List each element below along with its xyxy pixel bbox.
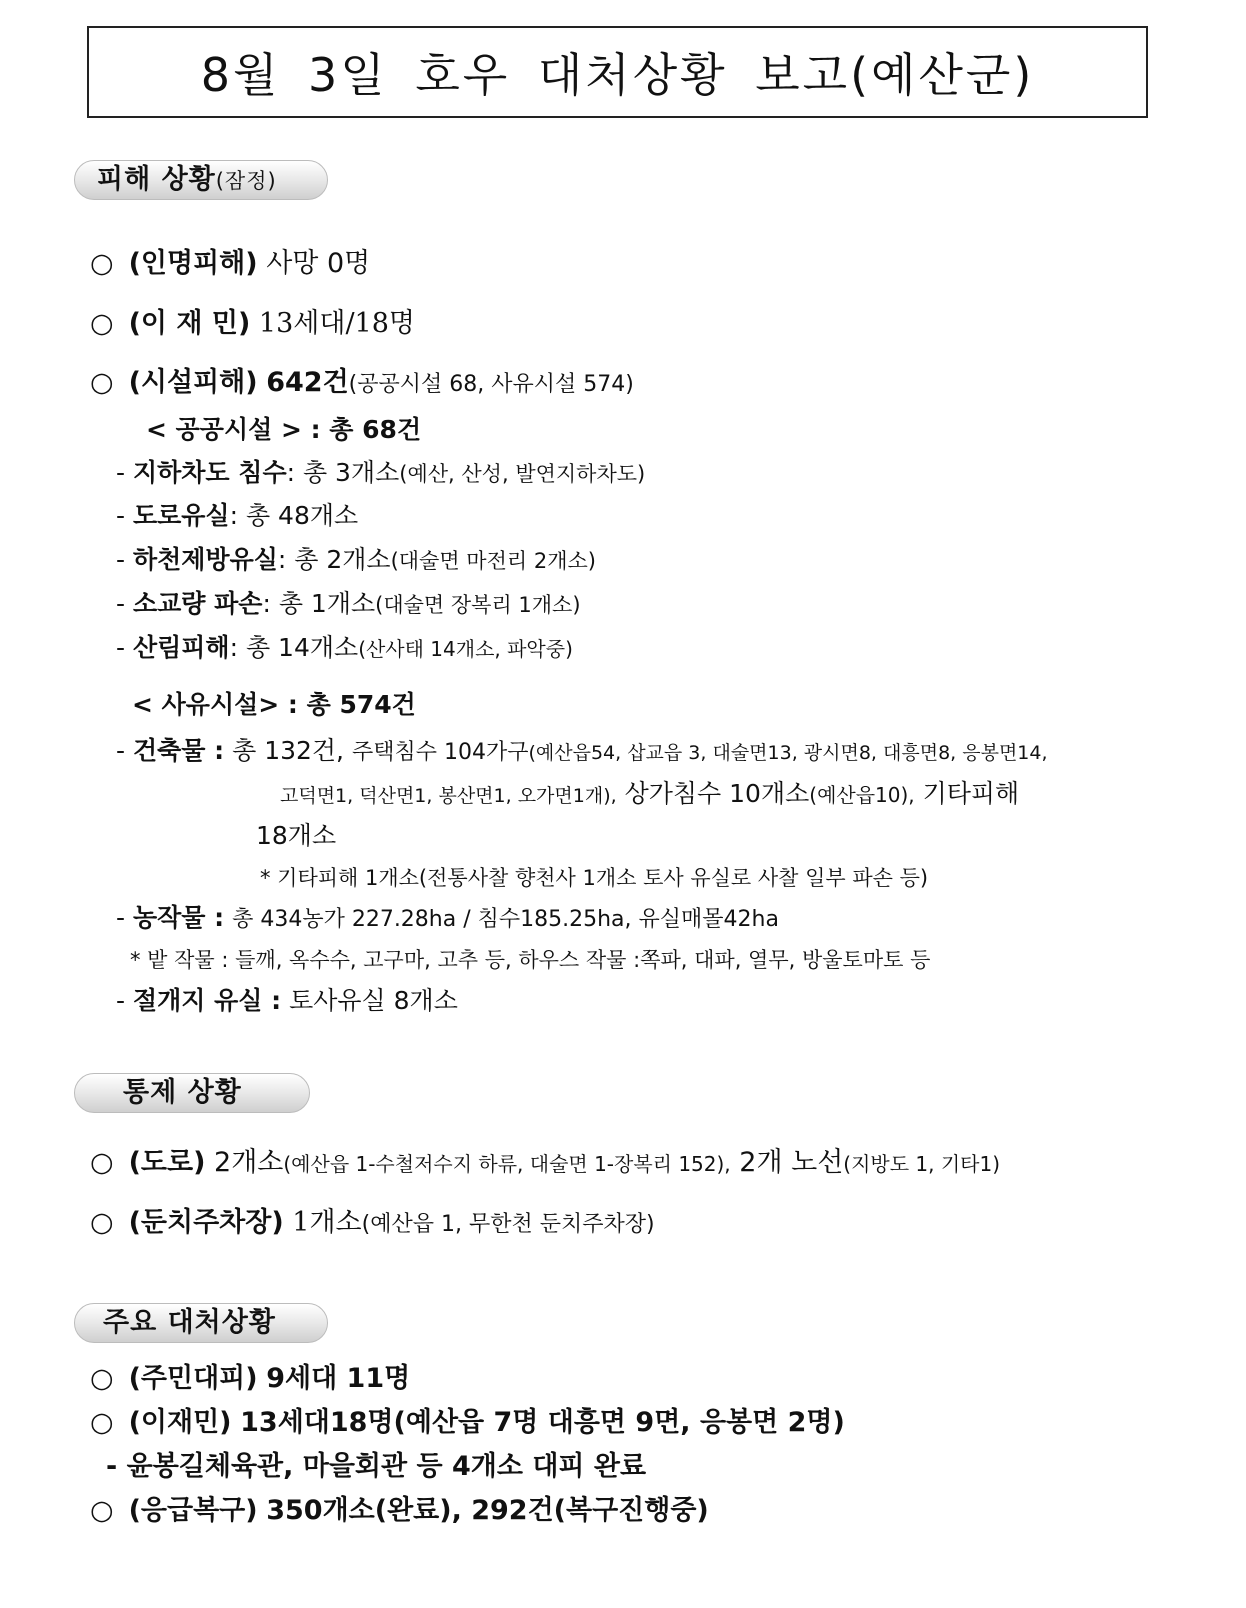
casualty-head: (인명피해) <box>128 248 258 279</box>
public-item-note: (대술면 마전리 2개소) <box>390 549 596 573</box>
buildings-note: * 기타피해 1개소(전통사찰 향천사 1개소 토사 유실로 사찰 일부 파손 등) <box>260 866 929 890</box>
buildings-line-1 <box>116 735 1048 767</box>
control-road-line <box>90 1146 1000 1180</box>
response-displaced-text: 13세대18명(예산읍 7명 대흥면 9면, 응봉면 2명) <box>240 1407 845 1438</box>
public-item-value: : 총 1개소 <box>262 589 376 618</box>
public-item-label: 지하차도 침수 <box>132 458 287 487</box>
response-shelter-line <box>106 1450 646 1484</box>
casualty-text: 사망 0명 <box>266 248 371 279</box>
dash: - <box>116 545 126 574</box>
response-recovery-head: (응급복구) <box>128 1495 258 1526</box>
dash: - <box>116 986 126 1015</box>
facility-detail: (공공시설 68, 사유시설 574) <box>348 372 634 397</box>
cut-slope-value: 토사유실 8개소 <box>289 986 458 1015</box>
public-item-label: 소교량 파손 <box>132 589 263 618</box>
buildings-label: 건축물 : <box>132 736 225 765</box>
dash: - <box>116 903 126 932</box>
buildings-houses-detail-2: 고덕면1, 덕산면1, 봉산면1, 오가면1개), <box>280 785 617 807</box>
private-facility-header: < 사유시설> : 총 574건 <box>132 690 416 719</box>
public-item <box>116 544 596 575</box>
buildings-line-3: 18개소 <box>256 821 337 850</box>
displaced-head: (이 재 민) <box>128 308 251 339</box>
cut-slope-line <box>116 985 458 1016</box>
casualty-line <box>90 247 370 281</box>
displaced-text: 13세대/18명 <box>258 308 415 339</box>
facility-line <box>90 366 634 400</box>
control-parking-count: 1개소 <box>292 1207 362 1238</box>
section-damage-header <box>74 160 328 200</box>
public-item <box>116 632 573 663</box>
page-title: 8월 3일 호우 대처상황 보고(예산군) <box>87 26 1148 118</box>
dash: - <box>116 736 126 765</box>
public-item <box>116 588 581 619</box>
response-recovery-text: 350개소(완료), 292건(복구진행중) <box>266 1495 709 1526</box>
dash: - <box>106 1451 118 1482</box>
response-evac-line <box>90 1362 410 1396</box>
bullet-circle: ○ <box>90 367 114 398</box>
bullet-circle: ○ <box>90 1207 114 1238</box>
buildings-houses: 주택침수 104가구 <box>351 740 529 765</box>
response-evac-head: (주민대피) <box>128 1363 258 1394</box>
crops-value: 총 434농가 227.28ha / 침수185.25ha, 유실매몰42ha <box>232 907 779 932</box>
section-response-label: 주요 대처상황 <box>103 1307 276 1338</box>
bullet-circle: ○ <box>90 308 114 339</box>
public-item <box>116 500 358 531</box>
public-facility-header: < 공공시설 > : 총 68건 <box>146 415 422 444</box>
public-item-value: : 총 14개소 <box>229 633 359 662</box>
public-item-note: (예산, 산성, 발연지하차도) <box>399 462 646 486</box>
facility-count: 642건 <box>266 367 349 398</box>
response-displaced-line <box>90 1406 845 1440</box>
section-response-header <box>74 1303 328 1343</box>
section-control-label: 통제 상황 <box>123 1077 242 1108</box>
dash: - <box>116 458 126 487</box>
crops-note: * 밭 작물 : 들깨, 옥수수, 고구마, 고추 등, 하우스 작물 :쪽파, 대파, 열무, 방울토마토 등 <box>130 948 931 972</box>
public-item-note: (산사태 14개소, 파악중) <box>358 637 573 661</box>
buildings-line-2 <box>280 778 1019 809</box>
control-parking-detail: (예산읍 1, 무한천 둔치주차장) <box>361 1212 655 1237</box>
buildings-houses-detail: (예산읍54, 삽교읍 3, 대술면13, 광시면8, 대흥면8, 응봉면14, <box>528 742 1048 764</box>
control-road-routes-detail: (지방도 1, 기타1) <box>843 1152 1001 1176</box>
public-item-label: 산림피해 <box>132 633 230 662</box>
facility-head: (시설피해) <box>128 367 258 398</box>
control-parking-line <box>90 1206 655 1240</box>
public-item-value: : 총 3개소 <box>286 458 400 487</box>
dash: - <box>116 633 126 662</box>
control-parking-head: (둔치주차장) <box>128 1207 284 1238</box>
public-item-note: (대술면 장복리 1개소) <box>375 593 581 617</box>
control-road-routes: 2개 노선 <box>739 1147 844 1178</box>
cut-slope-label: 절개지 유실 : <box>132 986 282 1015</box>
control-road-detail: (예산읍 1-수철저수지 하류, 대술면 1-장복리 152), <box>283 1152 731 1176</box>
buildings-shops-detail: (예산읍10), <box>809 783 915 807</box>
crops-label: 농작물 : <box>132 903 225 932</box>
buildings-total: 총 132건, <box>232 736 345 765</box>
buildings-shops: 상가침수 10개소 <box>624 779 810 808</box>
control-road-head: (도로) <box>128 1147 206 1178</box>
bullet-circle: ○ <box>90 1363 114 1394</box>
public-item-value: : 총 48개소 <box>229 501 359 530</box>
response-evac-text: 9세대 11명 <box>266 1363 411 1394</box>
section-control-header <box>74 1073 310 1113</box>
bullet-circle: ○ <box>90 1495 114 1526</box>
public-item-label: 도로유실 <box>132 501 230 530</box>
public-item-value: : 총 2개소 <box>277 545 391 574</box>
response-displaced-head: (이재민) <box>128 1407 232 1438</box>
section-damage-label: 피해 상황 <box>97 164 216 195</box>
public-item-label: 하천제방유실 <box>132 545 278 574</box>
bullet-circle: ○ <box>90 1147 114 1178</box>
crops-line <box>116 902 779 934</box>
response-shelter-text: 윤봉길체육관, 마을회관 등 4개소 대피 완료 <box>126 1451 647 1482</box>
public-item <box>116 457 645 488</box>
control-road-count: 2개소 <box>214 1147 284 1178</box>
buildings-other: 기타피해 <box>922 779 1020 808</box>
response-recovery-line <box>90 1494 709 1528</box>
bullet-circle: ○ <box>90 1407 114 1438</box>
bullet-circle: ○ <box>90 248 114 279</box>
dash: - <box>116 501 126 530</box>
displaced-line <box>90 307 415 341</box>
dash: - <box>116 589 126 618</box>
section-damage-sub: (잠정) <box>215 169 277 193</box>
